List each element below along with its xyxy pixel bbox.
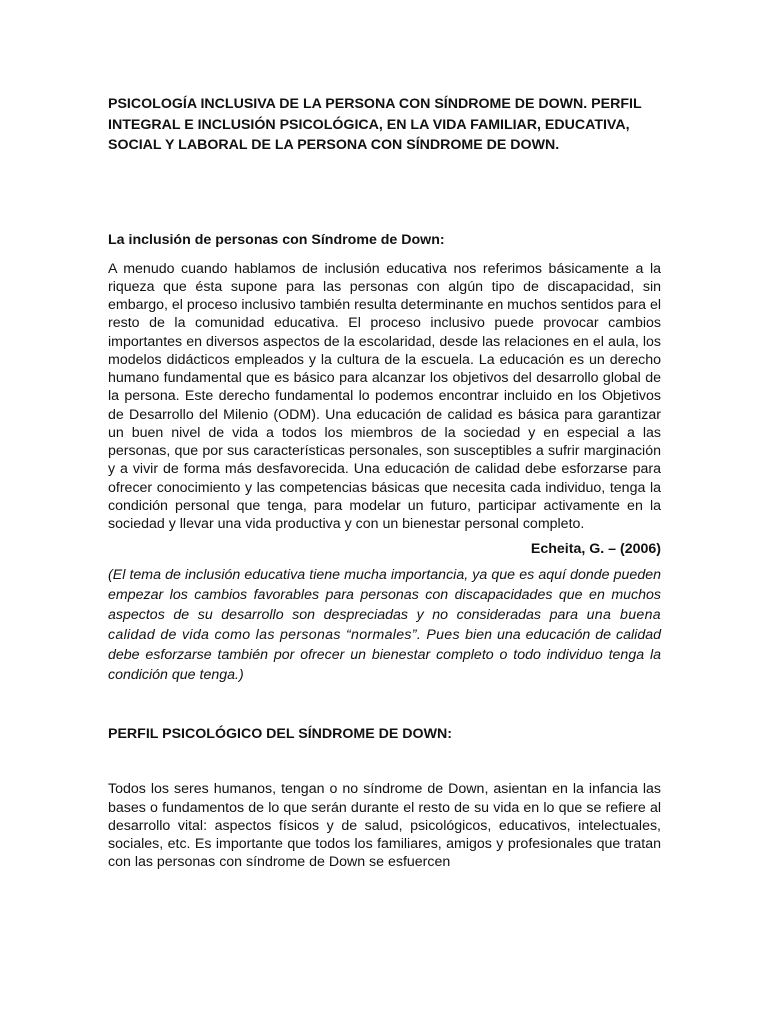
italic-comment	[108, 565, 661, 685]
comment-part-2: una buena calidad de vida como las personas “normales”. Pues	[108, 607, 661, 644]
document-title: PSICOLOGÍA INCLUSIVA DE LA PERSONA CON SÍNDROME DE DOWN. PERFIL INTEGRAL E INCLUSIÓN PSICOLÓGICA, EN LA VIDA FAMILIAR, EDUCATIVA, SOCIAL Y LABORAL DE LA PERSONA CON SÍNDROME DE DOWN.	[108, 96, 642, 153]
section-heading-inclusion: La inclusión de personas con Síndrome de Down:	[108, 231, 445, 248]
comment-part-3: bien una educación de calidad debe esforzarse también por ofrecer un bienestar completo o todo individuo tenga la condición que tenga.)	[108, 627, 662, 684]
citation: Echeita, G. – (2006)	[530, 541, 661, 558]
document-page	[108, 94, 661, 872]
psychological-profile-paragraph: Todos los seres humanos, tengan o no síndrome de Down, asientan en la infancia las bases o fundamentos de lo que serán durante el resto de su vida en lo que se refiere al desarrollo vital: aspectos físicos y de salud, psicológicos, educativos, intelectuales, sociales, etc. Es importante que todos los familiares, amigos y profesionales que tratan con las personas con síndrome de Down se esfuercen	[108, 781, 661, 871]
inclusion-paragraph: A menudo cuando hablamos de inclusión educativa nos referimos básicamente a la riqueza que ésta supone para las personas con algún tipo de discapacidad, sin embargo, el proceso inclusivo también resulta determinante en muchos sentidos para el resto de la comunidad educativa. El proceso inclusivo puede provocar cambios importantes en diversos aspectos de la escolaridad, desde las relaciones en el aula, los modelos didácticos empleados y la cultura de la escuela. La educación es un derecho humano fundamental que es básico para alcanzar los objetivos del desarrollo global de la persona. Este derecho fundamental lo podemos encontrar incluido en los Objetivos de Desarrollo del Milenio (ODM). Una educación de calidad es básica para garantizar un buen nivel de vida a todos los miembros de la sociedad y en especial a las personas, que por sus características personales, son susceptibles a sufrir marginación y a vivir de forma más desfavorecida. Una educación de calidad debe esforzarse para ofrecer conocimiento y las competencias básicas que necesita cada individuo, tenga la condición personal que tenga, para modelar un futuro, participar activamente en la sociedad y llevar una vida productiva y con un bienestar personal completo.	[108, 260, 661, 532]
section-heading-psychological-profile: PERFIL PSICOLÓGICO DEL SÍNDROME DE DOWN:	[108, 726, 452, 743]
comment-part-1: (El tema de inclusión educativa tiene mucha importancia, ya que es aquí donde pueden empezar los cambios favorables para personas con discapacidades que en muchos aspectos de su desarrollo son despreciadas y no consideradas para	[108, 567, 661, 624]
